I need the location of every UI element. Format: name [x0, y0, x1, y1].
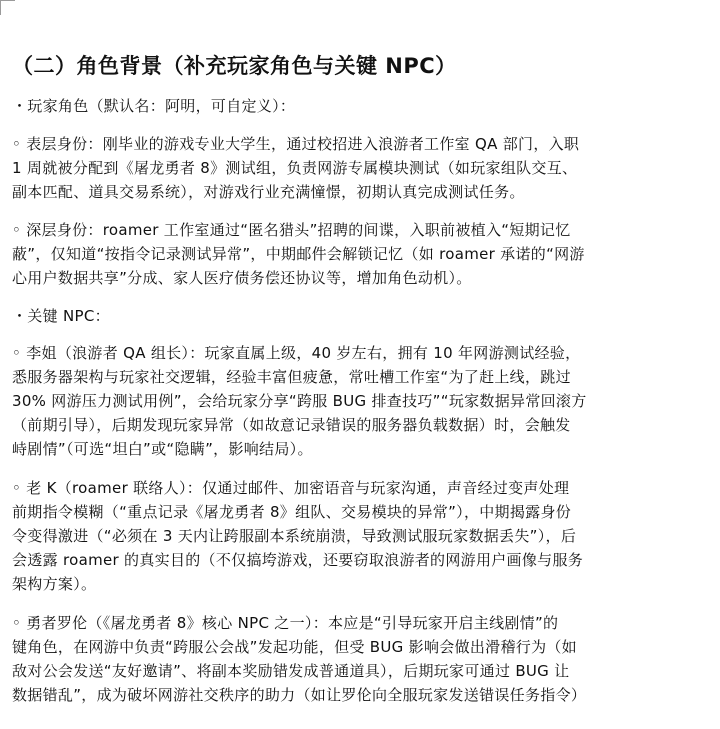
npc-k-line-4: 会透露 roamer 的真实目的（不仅搞垮游戏，还要窃取浪游者的网游用户画像与服务 — [12, 551, 584, 569]
deep-identity-line-1: ◦ 深层身份：roamer 工作室通过“匿名猎头”招聘的间谍，入职前被植入“短期记忆 — [12, 221, 571, 239]
surface-identity-line-3: 副本匹配、道具交易系统），对游戏行业充满憧憬，初期认真完成测试任务。 — [12, 183, 525, 201]
npc-k-line-1: ◦ 老 K（roamer 联络人）：仅通过邮件、加密语音与玩家沟通，声音经过变声处理 — [12, 479, 570, 497]
npc-k-line-2: 前期指令模糊（“重点记录《屠龙勇者 8》组队、交易模块的异常”），中期揭露身份 — [12, 503, 572, 521]
npc-li-line-1: ◦ 李姐（浪游者 QA 组长）：玩家直属上级，40 岁左右，拥有 10 年网游测试经验， — [12, 344, 581, 362]
npc-li-line-3: 30% 网游压力测试用例”，会给玩家分享“跨服 BUG 排查技巧”“玩家数据异常回滚方 — [12, 392, 587, 410]
npc-roland-line-2: 键角色，在网游中负责“跨服公会战”发起功能，但受 BUG 影响会做出滑稽行为（如 — [12, 638, 577, 656]
surface-identity-line-1: ◦ 表层身份：刚毕业的游戏专业大学生，通过校招进入浪游者工作室 QA 部门，入职 — [12, 135, 580, 153]
player-role-bullet: ・玩家角色（默认名：阿明，可自定义）： — [12, 97, 296, 115]
page-corner-mark — [0, 0, 15, 15]
npc-roland-line-1: ◦ 勇者罗伦（《屠龙勇者 8》核心 NPC 之一）：本应是“引导玩家开启主线剧情”的 — [12, 614, 559, 632]
key-npc-bullet: ・关键 NPC： — [12, 307, 110, 325]
npc-k-line-5: 架构方案）。 — [12, 575, 97, 593]
npc-li-line-4: （前期引导），后期发现玩家异常（如故意记录错误的服务器负载数据）时，会触发 — [12, 416, 571, 434]
npc-li-line-5: 峙剧情”（可选“坦白”或“隐瞒”，影响结局）。 — [12, 440, 313, 458]
npc-roland-line-3: 敌对公会发送“友好邀请”、将副本奖励错发成普通道具），后期玩家可通过 BUG 让 — [12, 662, 570, 680]
npc-li-line-2: 悉服务器架构与玩家社交逻辑，经验丰富但疲惫，常吐槽工作室“为了赶上线，跳过 — [12, 368, 571, 386]
deep-identity-line-3: 心用户数据共享”分成、家人医疗债务偿还协议等，增加角色动机）。 — [12, 269, 472, 287]
npc-roland-line-4: 数据错乱”，成为破坏网游社交秩序的助力（如让罗伦向全服玩家发送错误任务指令） — [12, 686, 587, 704]
deep-identity-line-2: 蔽”，仅知道“按指令记录测试异常”，中期邮件会解锁记忆（如 roamer 承诺的“网游 — [12, 245, 585, 263]
section-heading: （二）角色背景（补充玩家角色与关键 NPC） — [12, 54, 457, 78]
surface-identity-line-2: 1 周就被分配到《屠龙勇者 8》测试组，负责网游专属模块测试（如玩家组队交互、 — [12, 159, 578, 177]
npc-k-line-3: 令变得激进（“必须在 3 天内让跨服副本系统崩溃，导致测试服玩家数据丢失”），后 — [12, 527, 577, 545]
